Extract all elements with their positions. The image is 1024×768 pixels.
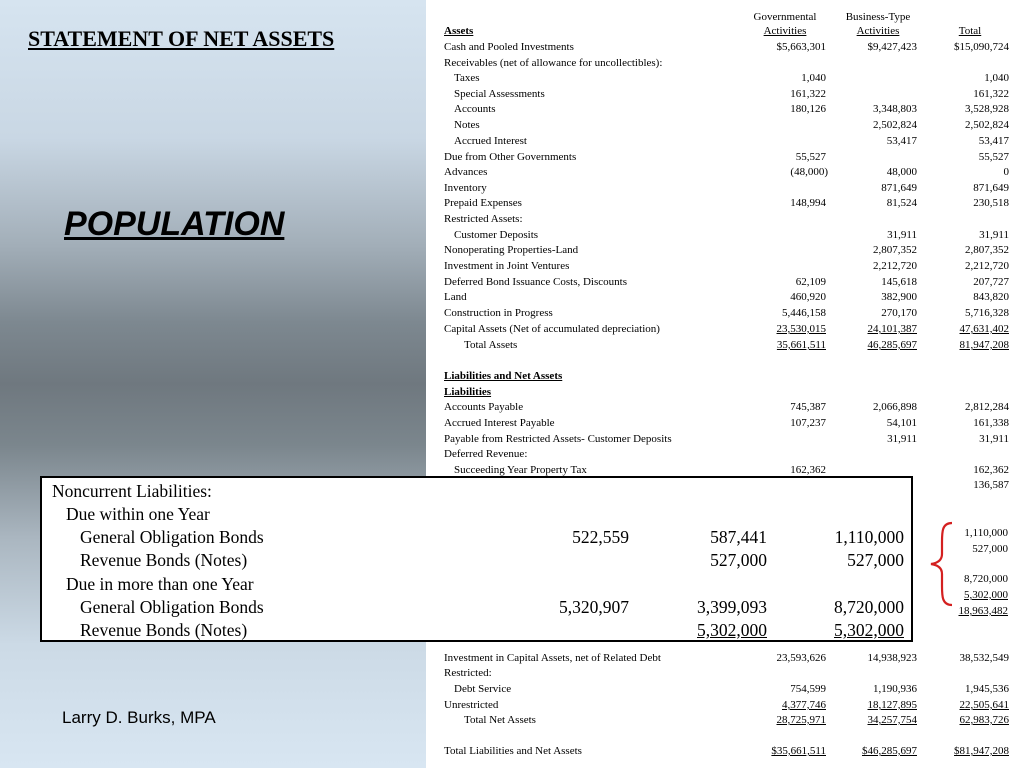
table-row — [444, 275, 1009, 290]
row-label: Inventory — [444, 182, 487, 194]
table-row — [444, 400, 1009, 415]
table-row — [444, 40, 1009, 55]
gov-value: 35,661,511 — [776, 339, 826, 351]
total-value: 47,631,402 — [959, 323, 1009, 335]
table-row — [444, 432, 1009, 447]
popup-bus-value: 527,000 — [710, 550, 767, 570]
table-row — [444, 118, 1009, 133]
total-value: 0 — [1003, 166, 1009, 178]
bus-value: 3,348,803 — [873, 103, 917, 115]
noncurrent-liabilities-popup — [40, 476, 913, 642]
red-brace-icon — [926, 520, 956, 608]
row-label: Special Assessments — [454, 88, 545, 100]
slide-title: STATEMENT OF NET ASSETS — [28, 26, 335, 51]
liabilities-heading-row — [444, 369, 1009, 384]
gov-header-bottom: Activities — [763, 25, 807, 37]
gov-value: 148,994 — [790, 197, 826, 209]
gov-value: 23,530,015 — [776, 323, 826, 335]
popup-row-label: Revenue Bonds (Notes) — [80, 550, 248, 570]
bus-value: 24,101,387 — [867, 323, 917, 335]
total-value: 2,812,284 — [965, 401, 1009, 413]
row-label: Receivables (net of allowance for uncollectibles): — [444, 57, 663, 69]
table-row — [444, 713, 1009, 728]
row-label: Investment in Joint Ventures — [444, 260, 570, 272]
table-row — [444, 228, 1009, 243]
table-row — [444, 181, 1009, 196]
total-value: 53,417 — [978, 135, 1009, 147]
popup-row — [42, 480, 915, 503]
row-label: Restricted Assets: — [444, 213, 523, 225]
gov-value: 754,599 — [790, 683, 826, 695]
total-value: 230,518 — [973, 197, 1009, 209]
row-label: Total Liabilities and Net Assets — [444, 745, 582, 757]
gov-value: 23,593,626 — [776, 652, 826, 664]
row-label: Debt Service — [454, 683, 512, 695]
popup-row — [42, 619, 915, 642]
row-label: Land — [444, 291, 467, 303]
popup-total-value: 527,000 — [847, 550, 904, 570]
row-label: Taxes — [454, 72, 480, 84]
total-value: 161,322 — [973, 88, 1009, 100]
total-value: 55,527 — [978, 151, 1009, 163]
row-label: Construction in Progress — [444, 307, 553, 319]
side-value: 8,720,000 — [964, 573, 1008, 585]
row-label: Deferred Bond Issuance Costs, Discounts — [444, 276, 627, 288]
popup-row-label: Due within one Year — [66, 504, 210, 524]
grand-total-row — [444, 744, 1009, 759]
bus-value: 31,911 — [887, 433, 917, 445]
bus-value: 871,649 — [881, 182, 917, 194]
gov-value: 1,040 — [801, 72, 826, 84]
table-row — [444, 150, 1009, 165]
liabilities-subheading-row — [444, 385, 1009, 400]
table-row — [444, 682, 1009, 697]
empty-cell-underline — [561, 640, 629, 641]
gov-value: 460,920 — [790, 291, 826, 303]
total-value: 1,945,536 — [965, 683, 1009, 695]
table-row — [444, 416, 1009, 431]
total-value: 31,911 — [979, 229, 1009, 241]
bus-value: 2,066,898 — [873, 401, 917, 413]
liabilities-net-assets-heading: Liabilities and Net Assets — [444, 370, 563, 382]
side-value: 527,000 — [972, 543, 1008, 555]
row-label: Accrued Interest — [454, 135, 527, 147]
row-label: Accounts Payable — [444, 401, 524, 413]
row-label: Unrestricted — [444, 699, 499, 711]
popup-row-label: General Obligation Bonds — [80, 527, 264, 547]
popup-total-value: 5,302,000 — [834, 620, 904, 640]
total-value: 81,947,208 — [959, 339, 1009, 351]
total-value: 31,911 — [979, 433, 1009, 445]
bus-value: 2,502,824 — [873, 119, 917, 131]
author-name: Larry D. Burks, MPA — [62, 708, 216, 727]
table-row — [444, 102, 1009, 117]
population-heading: POPULATION — [64, 205, 285, 243]
total-value: 162,362 — [973, 464, 1009, 476]
bus-value: $9,427,423 — [867, 41, 917, 53]
table-row — [444, 165, 1009, 180]
gov-value: $5,663,301 — [776, 41, 826, 53]
popup-row — [42, 549, 915, 572]
side-value: 5,302,000 — [964, 589, 1008, 601]
popup-row — [42, 573, 915, 596]
bus-value: 382,900 — [881, 291, 917, 303]
table-row — [444, 447, 1009, 462]
side-value: 18,963,482 — [958, 605, 1008, 617]
row-label: Prepaid Expenses — [444, 197, 522, 209]
table-row — [444, 71, 1009, 86]
bus-value: 145,618 — [881, 276, 917, 288]
gov-value: 162,362 — [790, 464, 826, 476]
side-values-upper — [964, 525, 1008, 557]
total-value: 871,649 — [973, 182, 1009, 194]
total-value: 2,807,352 — [965, 244, 1009, 256]
popup-row — [42, 526, 915, 549]
total-value: 161,338 — [973, 417, 1009, 429]
total-value: $15,090,724 — [954, 41, 1009, 53]
bus-value: 14,938,923 — [867, 652, 917, 664]
popup-row-label: General Obligation Bonds — [80, 597, 264, 617]
row-label: Accrued Interest Payable — [444, 417, 555, 429]
row-label: Investment in Capital Assets, net of Related Debt — [444, 652, 661, 664]
table-row — [444, 87, 1009, 102]
gov-value: 62,109 — [795, 276, 826, 288]
table-row — [444, 259, 1009, 274]
popup-bus-value: 587,441 — [710, 527, 767, 547]
bus-value: 1,190,936 — [873, 683, 917, 695]
popup-total-value: 1,110,000 — [834, 527, 904, 547]
gov-header-top: Governmental — [753, 11, 817, 23]
total-value: 2,212,720 — [965, 260, 1009, 272]
row-label: Payable from Restricted Assets- Customer Deposits — [444, 433, 672, 445]
liabilities-heading: Liabilities — [444, 386, 492, 398]
gov-value: 5,446,158 — [782, 307, 826, 319]
side-values-lower — [959, 571, 1009, 619]
gov-value: $35,661,511 — [771, 745, 826, 757]
gov-value: 28,725,971 — [776, 714, 826, 726]
row-label: Accounts — [454, 103, 496, 115]
gov-value: 4,377,746 — [782, 699, 826, 711]
row-label: Notes — [454, 119, 480, 131]
row-label: Nonoperating Properties-Land — [444, 244, 579, 256]
gov-value: (48,000) — [790, 166, 828, 178]
table-row — [444, 322, 1009, 337]
row-label: Restricted: — [444, 667, 492, 679]
gov-value: 55,527 — [795, 151, 826, 163]
popup-row-label: Due in more than one Year — [66, 574, 254, 594]
total-value: $81,947,208 — [954, 745, 1009, 757]
table-row — [444, 290, 1009, 305]
total-value: 22,505,641 — [959, 699, 1009, 711]
side-value: 1,110,000 — [964, 527, 1008, 539]
total-value: 1,040 — [984, 72, 1009, 84]
table-row — [444, 338, 1009, 353]
popup-gov-value: 522,559 — [572, 527, 629, 547]
popup-row-label: Revenue Bonds (Notes) — [80, 620, 248, 640]
total-value: 2,502,824 — [965, 119, 1009, 131]
total-value: 38,532,549 — [959, 652, 1009, 664]
bus-value: 2,807,352 — [873, 244, 917, 256]
slide-left-panel — [0, 0, 426, 768]
assets-heading-row — [444, 24, 1009, 39]
table-row — [444, 651, 1009, 666]
table-row — [444, 306, 1009, 321]
bus-value: 270,170 — [881, 307, 917, 319]
bus-value: 34,257,754 — [867, 714, 917, 726]
gov-value: 161,322 — [790, 88, 826, 100]
total-value: 843,820 — [973, 291, 1009, 303]
popup-bus-value: 3,399,093 — [697, 597, 767, 617]
gov-value: 180,126 — [790, 103, 826, 115]
total-value: 62,983,726 — [959, 714, 1009, 726]
popup-row — [42, 596, 915, 619]
bus-value: 81,524 — [886, 197, 917, 209]
assets-heading: Assets — [444, 25, 474, 37]
bus-header-bottom: Activities — [856, 25, 900, 37]
bus-value: 18,127,895 — [867, 699, 917, 711]
popup-gov-value: 5,320,907 — [559, 597, 629, 617]
gov-value: 745,387 — [790, 401, 826, 413]
total-value: 207,727 — [973, 276, 1009, 288]
row-label: Cash and Pooled Investments — [444, 41, 574, 53]
row-label: Due from Other Governments — [444, 151, 577, 163]
total-value: 136,587 — [973, 479, 1009, 491]
table-row — [444, 698, 1009, 713]
row-label: Advances — [444, 166, 488, 178]
table-row — [444, 134, 1009, 149]
row-label: Customer Deposits — [454, 229, 539, 241]
table-row — [444, 56, 1009, 71]
table-row — [444, 212, 1009, 227]
gov-value: 107,237 — [790, 417, 826, 429]
row-label: Total Net Assets — [464, 714, 536, 726]
bus-value: 48,000 — [886, 166, 917, 178]
total-header: Total — [958, 25, 982, 37]
row-label: Capital Assets (Net of accumulated depreciation) — [444, 323, 660, 335]
bus-value: 53,417 — [886, 135, 917, 147]
bus-header-top: Business-Type — [845, 11, 911, 23]
bus-value: $46,285,697 — [862, 745, 917, 757]
bus-value: 46,285,697 — [867, 339, 917, 351]
popup-row — [42, 503, 915, 526]
row-label: Total Assets — [464, 339, 518, 351]
bus-value: 54,101 — [886, 417, 917, 429]
bus-value: 2,212,720 — [873, 260, 917, 272]
popup-row-label: Noncurrent Liabilities: — [52, 481, 212, 501]
statement-of-net-assets — [426, 0, 1024, 768]
table-row — [444, 196, 1009, 211]
popup-total-value: 8,720,000 — [834, 597, 904, 617]
total-value: 3,528,928 — [965, 103, 1009, 115]
popup-bus-value: 5,302,000 — [697, 620, 767, 640]
table-row — [444, 666, 1009, 681]
total-value: 5,716,328 — [965, 307, 1009, 319]
row-label: Succeeding Year Property Tax — [454, 464, 587, 476]
row-label: Deferred Revenue: — [444, 448, 528, 460]
table-row — [444, 243, 1009, 258]
bus-value: 31,911 — [887, 229, 917, 241]
